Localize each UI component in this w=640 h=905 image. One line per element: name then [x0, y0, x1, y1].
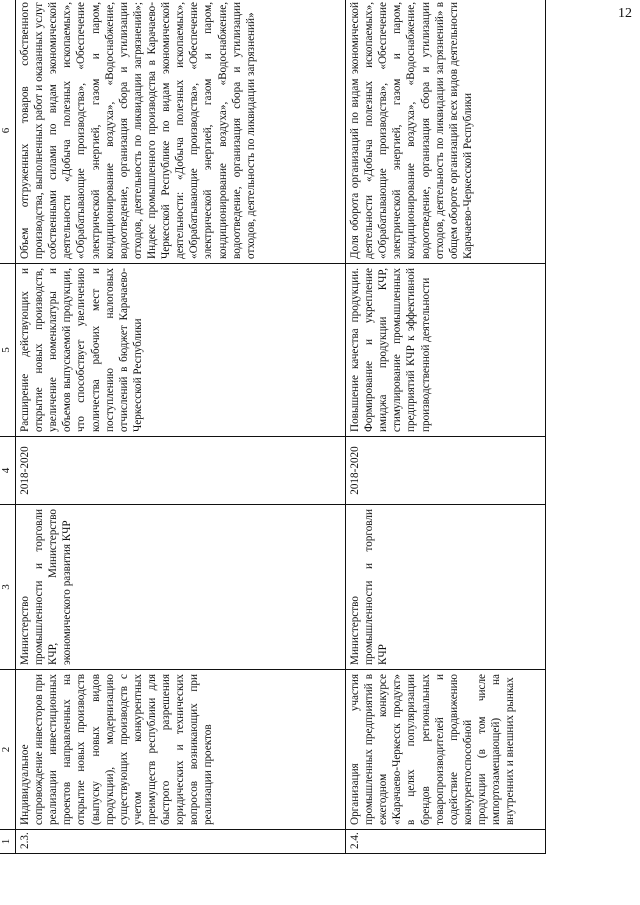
indicator-text: Объем отгруженных товаров собственного производства, выполненных работ и оказанных услуг собственными силами по видам экономической деятельности «Добыча полезных ископаемых», «Обрабатывающие производства», «Обеспечение электрической энергией, газом и паром, кондиционирование воздуха», «Водоснабжение, водоотведение, организация сбора и утилизации отходов, деятельность по ликвидации загрязнений»; Индекс промышленного производства в Карачаево-Черкесской Республике по видам экономической деятельности: «Добыча полезных ископаемых», «Обрабатывающие производства», «Обеспечение электрической энергией, газом и паром, кондиционирование воздуха», «Водоснабжение, водоотведение, организация сбора и утилизации отходов, деятельность по ликвидации загрязнений» — [16, 0, 346, 264]
header-col-5: 5 — [0, 264, 16, 437]
executor-text: Министерство промышленности и торговли КЧР, Министерство экономического развития КЧР — [16, 505, 346, 670]
row-number: 2.4. — [346, 830, 546, 854]
executor-text: Министерство промышленности и торговли КЧР — [346, 505, 546, 670]
measure-text: Организация участия промышленных предприятий в ежегодном конкурсе «Карачаево-Черкесск продукт» в целях популяризации брендов региональных товаропроизводителей и содействие продвижению конкурентоспособной продукции (в том числе импортозамещающей) на внутренних и внешних рынках — [346, 670, 546, 830]
header-col-2: 2 — [0, 670, 16, 830]
indicator-text: Доля оборота организаций по видам экономической деятельности «Добыча полезных ископаемых», «Обрабатывающие производства», «Обеспечение электрической энергией, газом и паром, кондиционирование воздуха», «Водоснабжение, водоотведение, организация сбора и утилизации отходов, деятельность по ликвидации загрязнений» в общем обороте организаций всех видов деятельности Карачаево-Черкесской Республики — [346, 0, 546, 264]
header-col-1: 1 — [0, 830, 16, 854]
table-row — [16, 0, 346, 854]
header-row — [0, 0, 16, 854]
result-text: Повышение качества продукции. Формирование и укрепление имиджа продукции КЧР, стимулирование промышленных предприятий КЧР к эффективной производственной деятельности — [346, 264, 546, 437]
measure-text: Индивидуальное сопровождение инвесторов при реализации инвестиционных проектов направленных на открытие новых производств (выпуску новых видов продукции), модернизацию существующих производств с учетом конкурентных преимуществ республики для быстрого разрешения юридических и технических вопросов возникающих при реализации проектов — [16, 670, 346, 830]
result-text: Расширение действующих и открытие новых производств, увеличение номенклатуры и объемов выпускаемой продукции, что способствует увеличению количества рабочих мест и поступлению налоговых отчислений в бюджет Карачаево-Черкесской Республики — [16, 264, 346, 437]
page-number: 12 — [618, 6, 632, 21]
period-text: 2018-2020 — [16, 437, 346, 505]
period-text: 2018-2020 — [346, 437, 546, 505]
header-col-3: 3 — [0, 505, 16, 670]
table-row — [346, 0, 546, 854]
header-col-4: 4 — [0, 437, 16, 505]
row-number: 2.3. — [16, 830, 346, 854]
header-col-6: 6 — [0, 0, 16, 264]
